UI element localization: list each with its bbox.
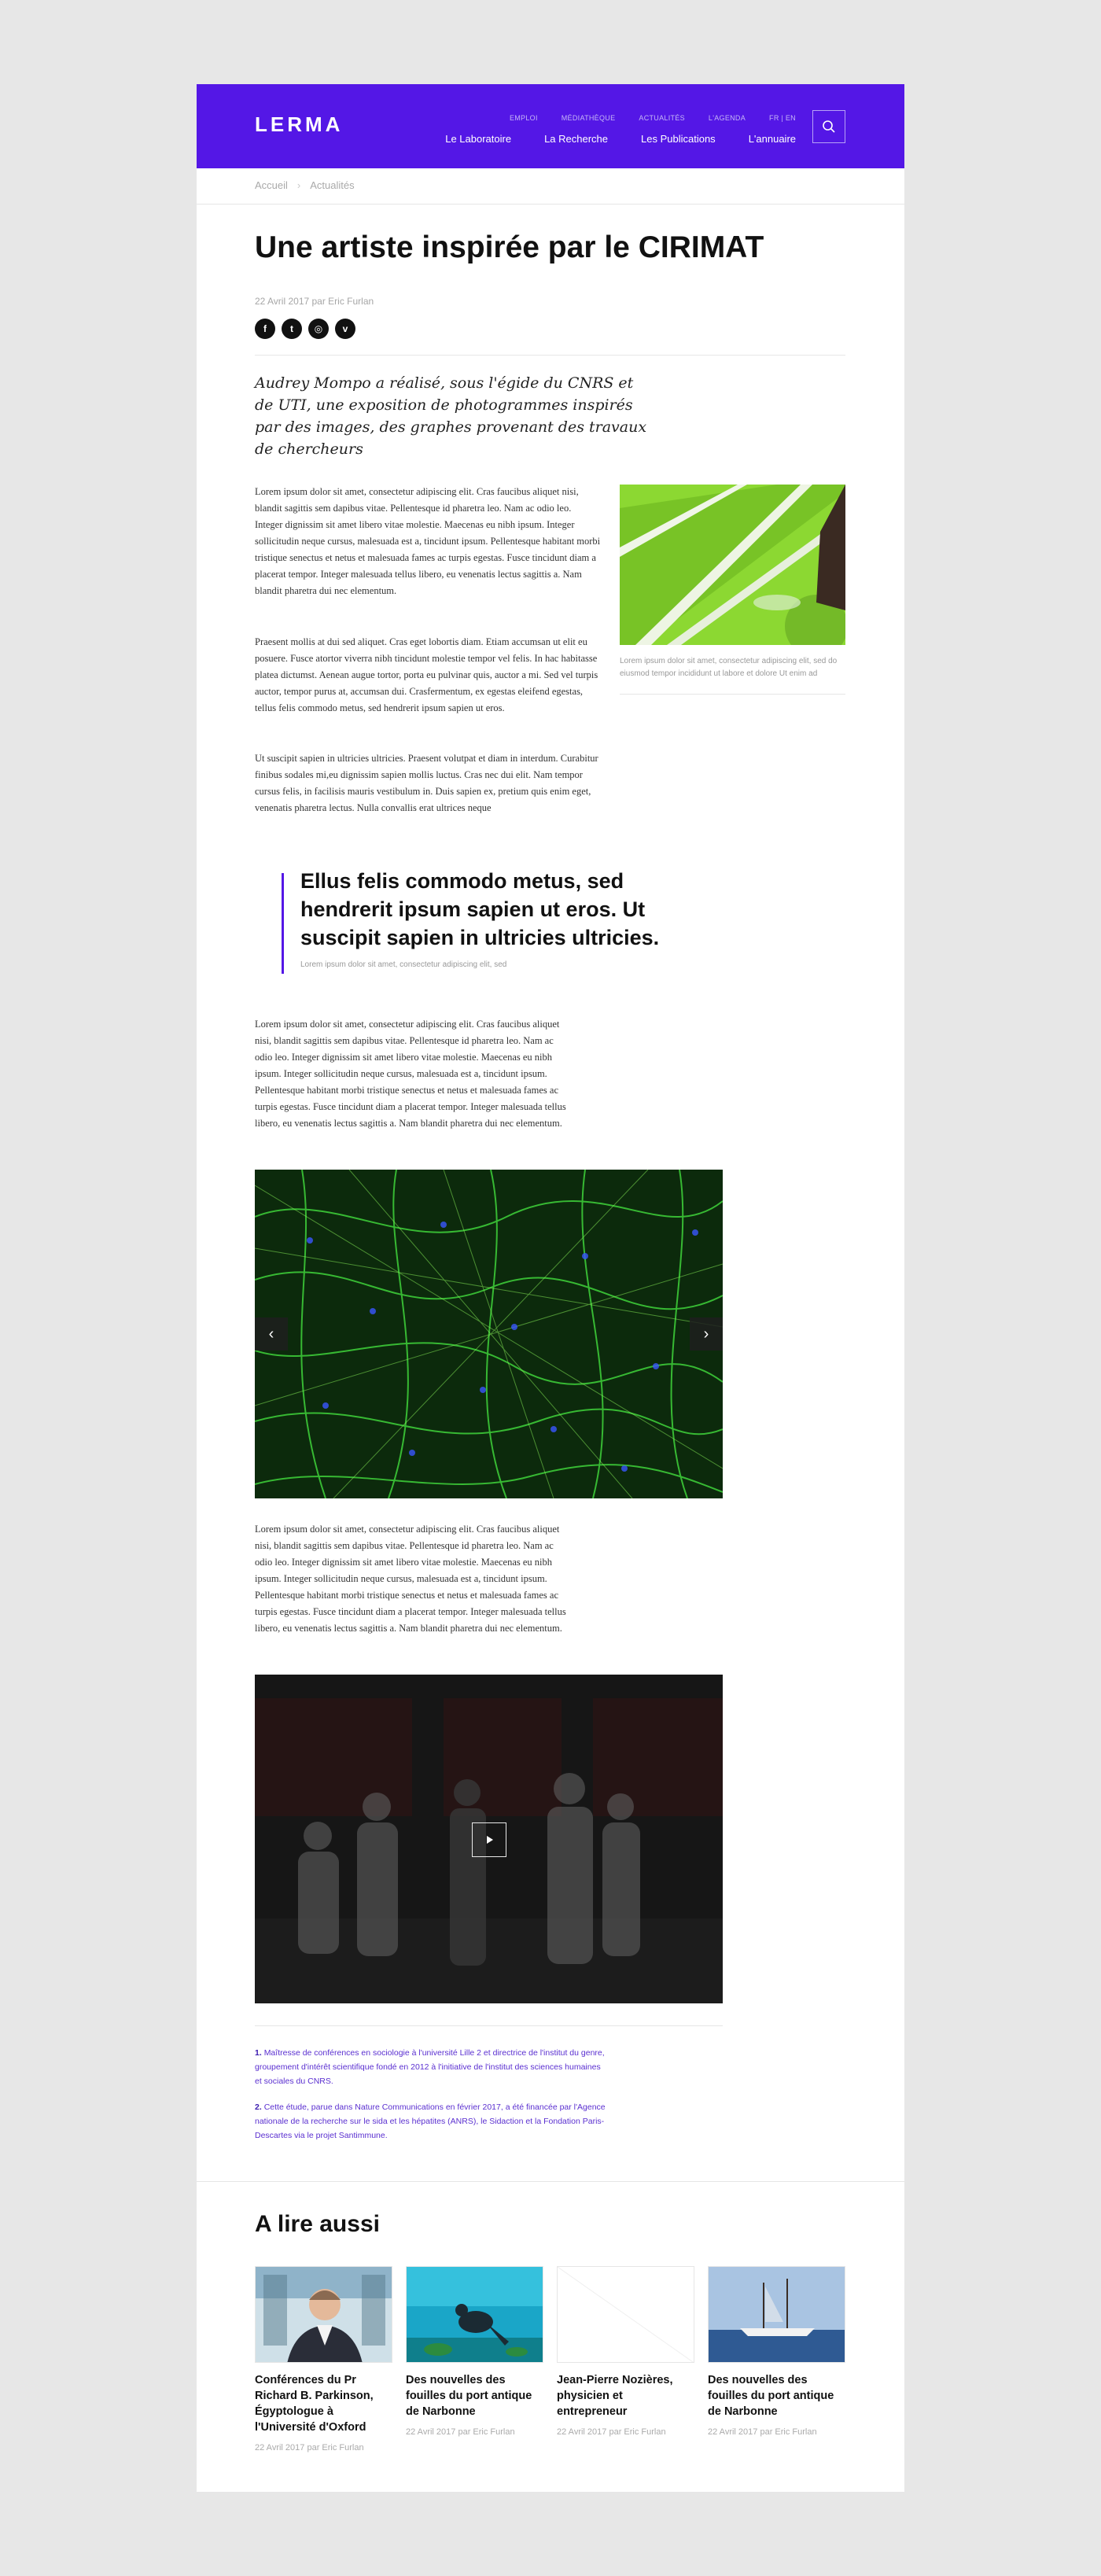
article-paragraph: Lorem ipsum dolor sit amet, consectetur adipiscing elit. Cras faucibus aliquet nisi, blandit sagittis sem dapibus vitae. Pellentesque id pharetra leo. Nam ac odio leo. Integer dignissim sit amet libero vitae molestie. Maecenas eu nibh ipsum. Integer sollicitudin neque cursus, malesuada est a, tincidunt ipsum. Pellentesque habitant morbi tristique senectus et netus et malesuada fames ac turpis egestas. Fusce tincidunt diam a placerat tempor. Integer malesuada tellus libero, eu venenatis lectus sagittis a. Nam blandit pharetra dui nec elementum.	[255, 1524, 566, 1634]
instagram-icon[interactable]: ◎	[308, 319, 329, 339]
divider	[620, 694, 845, 695]
play-button[interactable]	[472, 1822, 506, 1857]
footnote	[255, 2100, 609, 2143]
social-links	[255, 319, 355, 339]
top-nav-mediatheque[interactable]: MÉDIATHÈQUE	[561, 114, 616, 122]
divider	[255, 2025, 723, 2026]
side-image-caption: Lorem ipsum dolor sit amet, consectetur adipiscing elit, sed do eiusmod tempor incididunt ut labore et dolore Ut enim ad	[620, 657, 838, 678]
divider	[197, 204, 904, 205]
sailboat-photo	[709, 2267, 845, 2363]
divider	[197, 2181, 904, 2182]
related-card-meta: 22 Avril 2017 par Eric Furlan	[557, 2427, 666, 2437]
related-card-image[interactable]	[255, 2266, 392, 2363]
top-nav	[510, 114, 796, 122]
search-button[interactable]	[812, 110, 845, 143]
chevron-left-icon: ‹	[268, 1325, 274, 1343]
gallery-next-button[interactable]	[690, 1317, 723, 1351]
footnote-number: 1.	[255, 2048, 262, 2058]
related-card[interactable]	[708, 2266, 845, 2437]
portrait-photo	[256, 2267, 392, 2363]
related-card-image[interactable]	[708, 2266, 845, 2363]
article-paragraph: Lorem ipsum dolor sit amet, consectetur adipiscing elit. Cras faucibus aliquet nisi, blandit sagittis sem dapibus vitae. Pellentesque id pharetra leo. Nam ac odio leo. Integer dignissim sit amet libero vitae molestie. Maecenas eu nibh ipsum. Integer sollicitudin neque cursus, malesuada est a, tincidunt ipsum. Pellentesque habitant morbi tristique senectus et netus et malesuada fames ac turpis egestas. Fusce tincidunt diam a placerat tempor. Integer malesuada tellus libero, eu venenatis lectus sagittis a. Nam blandit pharetra dui nec elementum.	[255, 486, 601, 596]
quote-bar	[282, 873, 284, 974]
article-lead: Audrey Mompo a réalisé, sous l'égide du CNRS et de UTI, une exposition de photogrammes inspirés par des images, des graphes provenant des travaux de chercheurs	[255, 374, 647, 458]
twitter-icon[interactable]: t	[282, 319, 302, 339]
article-paragraph: Lorem ipsum dolor sit amet, consectetur adipiscing elit. Cras faucibus aliquet nisi, blandit sagittis sem dapibus vitae. Pellentesque id pharetra leo. Nam ac odio leo. Integer dignissim sit amet libero vitae molestie. Maecenas eu nibh ipsum. Integer sollicitudin neque cursus, malesuada est a, tincidunt ipsum. Pellentesque habitant morbi tristique senectus et netus et malesuada fames ac turpis egestas. Fusce tincidunt diam a placerat tempor. Integer malesuada tellus libero, eu venenatis lectus sagittis a. Nam blandit pharetra dui nec elementum.	[255, 1019, 566, 1129]
breadcrumb-current[interactable]: Actualités	[310, 179, 355, 191]
page	[197, 84, 904, 2492]
language-switch[interactable]: FR | EN	[769, 114, 796, 122]
top-nav-agenda[interactable]: L'AGENDA	[708, 114, 746, 122]
top-nav-actualites[interactable]: ACTUALITÉS	[639, 114, 685, 122]
quote-caption: Lorem ipsum dolor sit amet, consectetur adipiscing elit, sed	[300, 960, 507, 969]
related-card-image[interactable]	[406, 2266, 543, 2363]
related-card-title[interactable]: Des nouvelles des fouilles du port antique de Narbonne	[708, 2374, 834, 2418]
related-card[interactable]	[255, 2266, 392, 2453]
pull-quote: Ellus felis commodo metus, sed hendrerit ipsum sapien ut eros. Ut suscipit sapien in ultricies ultricies.	[300, 869, 660, 949]
video-player[interactable]	[255, 1675, 723, 2003]
main-nav-recherche[interactable]: La Recherche	[544, 133, 609, 145]
footnote-text: Maîtresse de conférences en sociologie à l'université Lille 2 et directrice de l'institut du genre, groupement d'intérêt scientifique fondé en 2012 à l'initiative de l'institut des sciences humaines et sociales du CNRS.	[255, 2048, 605, 2086]
microscopy-image	[255, 1170, 723, 1498]
related-card-title[interactable]: Conférences du Pr Richard B. Parkinson, Égyptologue à l'Université d'Oxford	[255, 2374, 374, 2434]
main-nav-laboratoire[interactable]: Le Laboratoire	[445, 133, 512, 145]
article-meta: 22 Avril 2017 par Eric Furlan	[255, 296, 374, 307]
related-card-meta: 22 Avril 2017 par Eric Furlan	[708, 2427, 817, 2437]
breadcrumb-separator: ›	[296, 179, 301, 191]
play-icon	[484, 1835, 494, 1844]
article-side-image[interactable]	[620, 485, 845, 645]
related-card-title[interactable]: Jean-Pierre Nozières, physicien et entrepreneur	[557, 2374, 673, 2418]
page-title: Une artiste inspirée par le CIRIMAT	[255, 230, 764, 264]
breadcrumb	[255, 179, 355, 191]
related-card-meta: 22 Avril 2017 par Eric Furlan	[406, 2427, 515, 2437]
gallery-prev-button[interactable]	[255, 1317, 288, 1351]
footnote-number: 2.	[255, 2102, 262, 2112]
breadcrumb-home[interactable]: Accueil	[255, 179, 288, 191]
image-gallery[interactable]	[255, 1170, 723, 1498]
diver-photo	[407, 2267, 543, 2363]
related-card-image-placeholder[interactable]	[557, 2266, 694, 2363]
divider	[255, 355, 845, 356]
footnote-text: Cette étude, parue dans Nature Communications en février 2017, a été financée par l'Agence nationale de la recherche sur le sida et les hépatites (ANRS), le Sidaction et la Fondation Paris-Descartes via le projet Santimmune.	[255, 2102, 606, 2140]
search-icon	[822, 120, 836, 134]
main-nav-publications[interactable]: Les Publications	[641, 133, 716, 145]
main-nav-annuaire[interactable]: L'annuaire	[748, 133, 796, 145]
image-placeholder-icon	[558, 2267, 694, 2363]
related-card-meta: 22 Avril 2017 par Eric Furlan	[255, 2443, 364, 2453]
algae-photo	[620, 485, 845, 645]
related-card[interactable]	[406, 2266, 543, 2437]
site-logo[interactable]: LERMA	[255, 112, 344, 136]
site-header	[197, 84, 904, 168]
related-card-title[interactable]: Des nouvelles des fouilles du port antique de Narbonne	[406, 2374, 532, 2418]
main-nav	[445, 133, 796, 145]
vimeo-icon[interactable]: v	[335, 319, 355, 339]
top-nav-emploi[interactable]: EMPLOI	[509, 114, 538, 122]
article-paragraph: Ut suscipit sapien in ultricies ultricies. Praesent volutpat et diam in interdum. Curabitur finibus sodales mi,eu dignissim sapien mollis luctus. Cras nec dui elit. Nam tempor cursus felis, in facilisis mauris vestibulum in. Duis sapien ex, pretium quis enim eget, venenatis pharetra lectus. Nulla convallis erat ultrices neque	[255, 753, 598, 813]
related-section-title: A lire aussi	[255, 2211, 380, 2237]
related-card[interactable]	[557, 2266, 694, 2437]
chevron-right-icon: ›	[703, 1325, 709, 1343]
facebook-icon[interactable]: f	[255, 319, 275, 339]
footnote	[255, 2046, 609, 2088]
article-paragraph: Praesent mollis at dui sed aliquet. Cras eget lobortis diam. Etiam accumsan ut elit eu posuere. Fusce atortor viverra nibh tincidunt molestie tempor vel felis. In hac habitasse platea dictumst. Aenean augue tortor, porta eu pulvinar quis, auctor a mi. Sed vel turpis auctor, tempor purus at, accumsan dui. Crasfermentum, ex egestas eleifend egestas, tellus felis commodo metus, sed hendrerit ipsum sapien ut eros.	[255, 636, 598, 713]
